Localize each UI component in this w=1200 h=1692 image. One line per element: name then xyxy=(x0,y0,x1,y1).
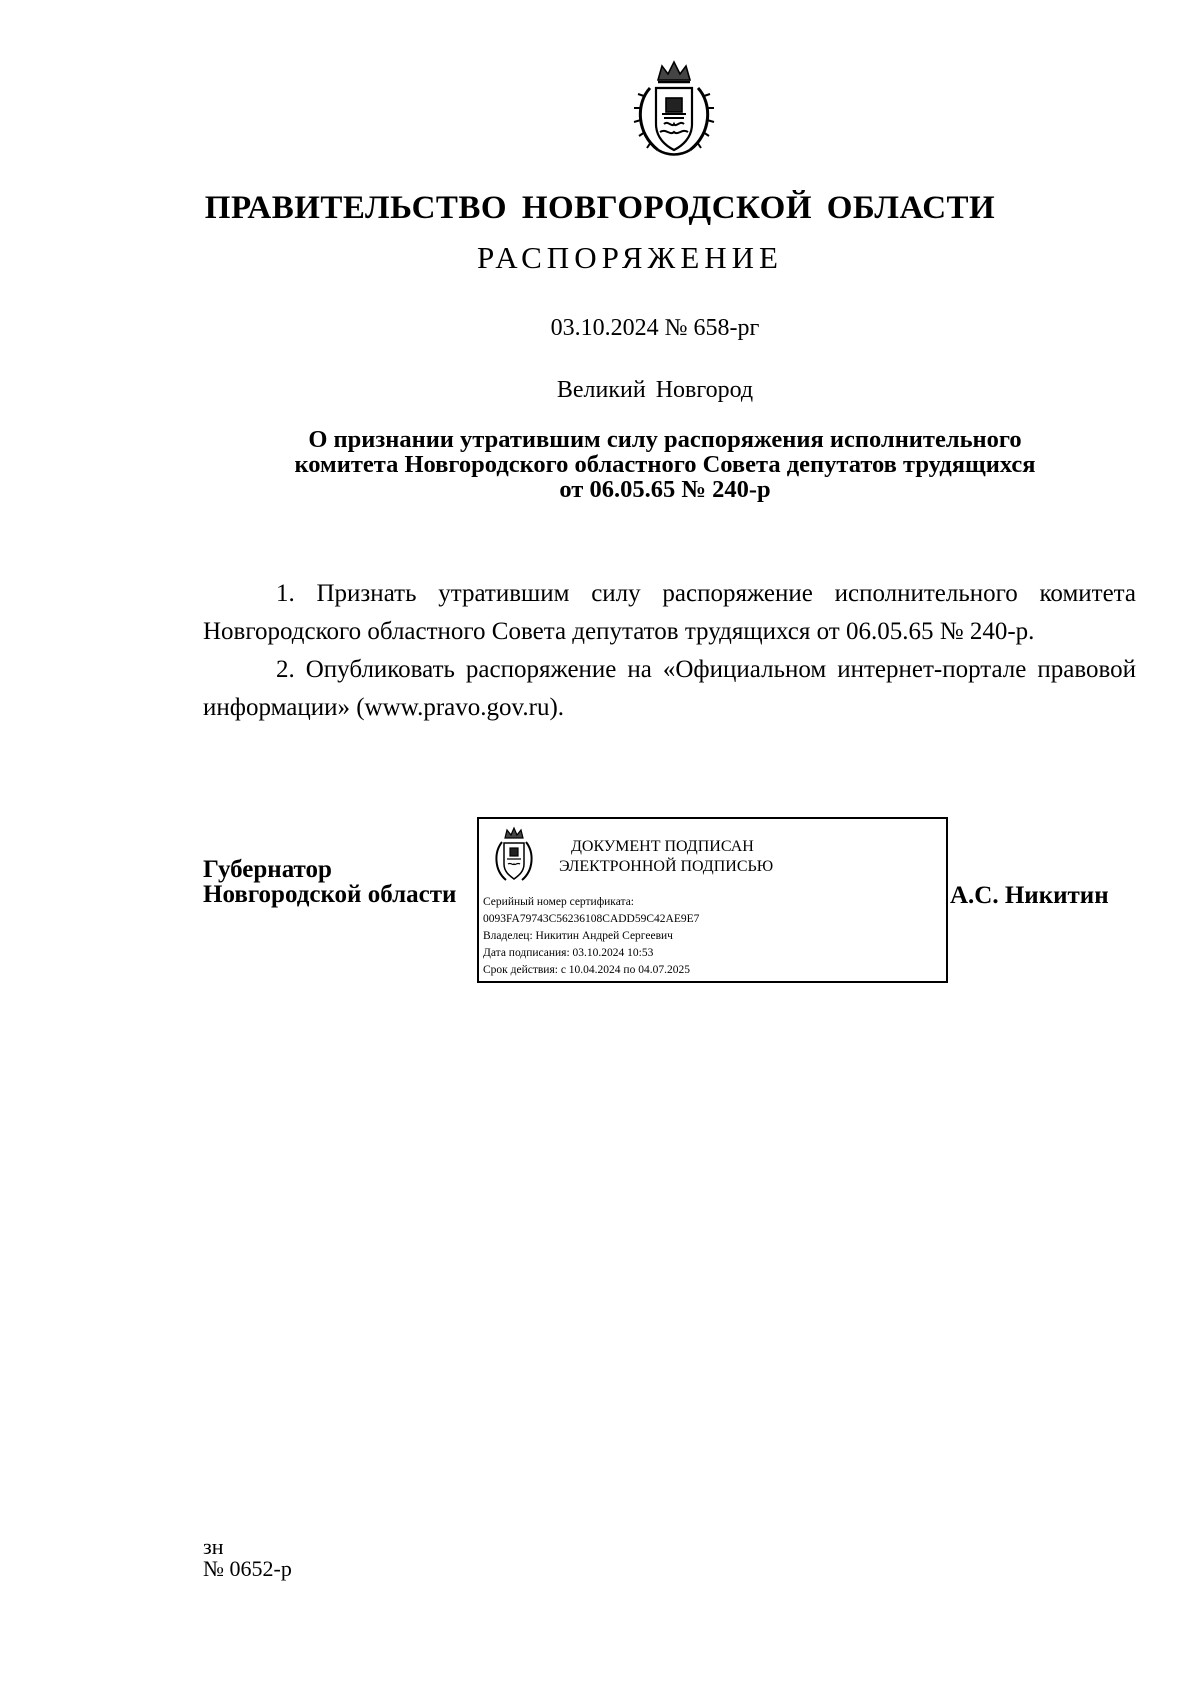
stamp-serial-value: 0093FA79743C56236108CADD59C42AE9E7 xyxy=(483,913,700,925)
document-city: Великий Новгород xyxy=(556,377,754,403)
stamp-serial-label: Серийный номер сертификата: xyxy=(483,896,634,908)
footer-number: № 0652-р xyxy=(203,1556,292,1581)
stamp-validity: Срок действия: с 10.04.2024 по 04.07.2025 xyxy=(483,964,690,976)
stamp-title-line-1: ДОКУМЕНТ ПОДПИСАН xyxy=(571,838,754,855)
signatory-position xyxy=(203,857,456,907)
stamp-details xyxy=(483,894,699,979)
document-type: РАСПОРЯЖЕНИЕ xyxy=(477,240,783,275)
stamp-signed-date: Дата подписания: 03.10.2024 10:53 xyxy=(483,947,654,959)
footer-registration xyxy=(203,1536,292,1580)
position-line-1: Губернатор xyxy=(203,856,332,883)
subject-line-3: от 06.05.65 № 240-р xyxy=(559,476,771,503)
document-date-number: 03.10.2024 № 658-рг xyxy=(550,315,760,341)
coat-of-arms-icon xyxy=(628,58,720,160)
document-subject xyxy=(200,427,1130,502)
body-item-2-text: 2. Опубликовать распоряжение на «Официальном интернет-портале правовой информации» (www.pravo.gov.ru). xyxy=(203,656,1136,721)
stamp-title-line-2: ЭЛЕКТРОННОЙ ПОДПИСЬЮ xyxy=(559,858,774,875)
body-item-2 xyxy=(203,651,1136,727)
body-item-1 xyxy=(203,575,1136,651)
electronic-signature-stamp xyxy=(477,817,948,983)
stamp-owner: Владелец: Никитин Андрей Сергеевич xyxy=(483,930,673,942)
position-line-2: Новгородской области xyxy=(203,881,457,908)
stamp-coat-of-arms-icon xyxy=(490,826,538,886)
body-item-1-text: 1. Признать утратившим силу распоряжение исполнительного комитета Новгородского областного Совета депутатов трудящихся от 06.05.65 № 240-р. xyxy=(203,580,1136,645)
signatory-name: А.С. Никитин xyxy=(950,882,1109,909)
stamp-title xyxy=(559,837,773,877)
government-title: ПРАВИТЕЛЬСТВО НОВГОРОДСКОЙ ОБЛАСТИ xyxy=(204,190,996,226)
subject-line-2: комитета Новгородского областного Совета депутатов трудящихся xyxy=(294,451,1036,478)
subject-line-1: О признании утратившим силу распоряжения исполнительного xyxy=(308,426,1022,453)
footer-initials: зн xyxy=(203,1534,224,1559)
